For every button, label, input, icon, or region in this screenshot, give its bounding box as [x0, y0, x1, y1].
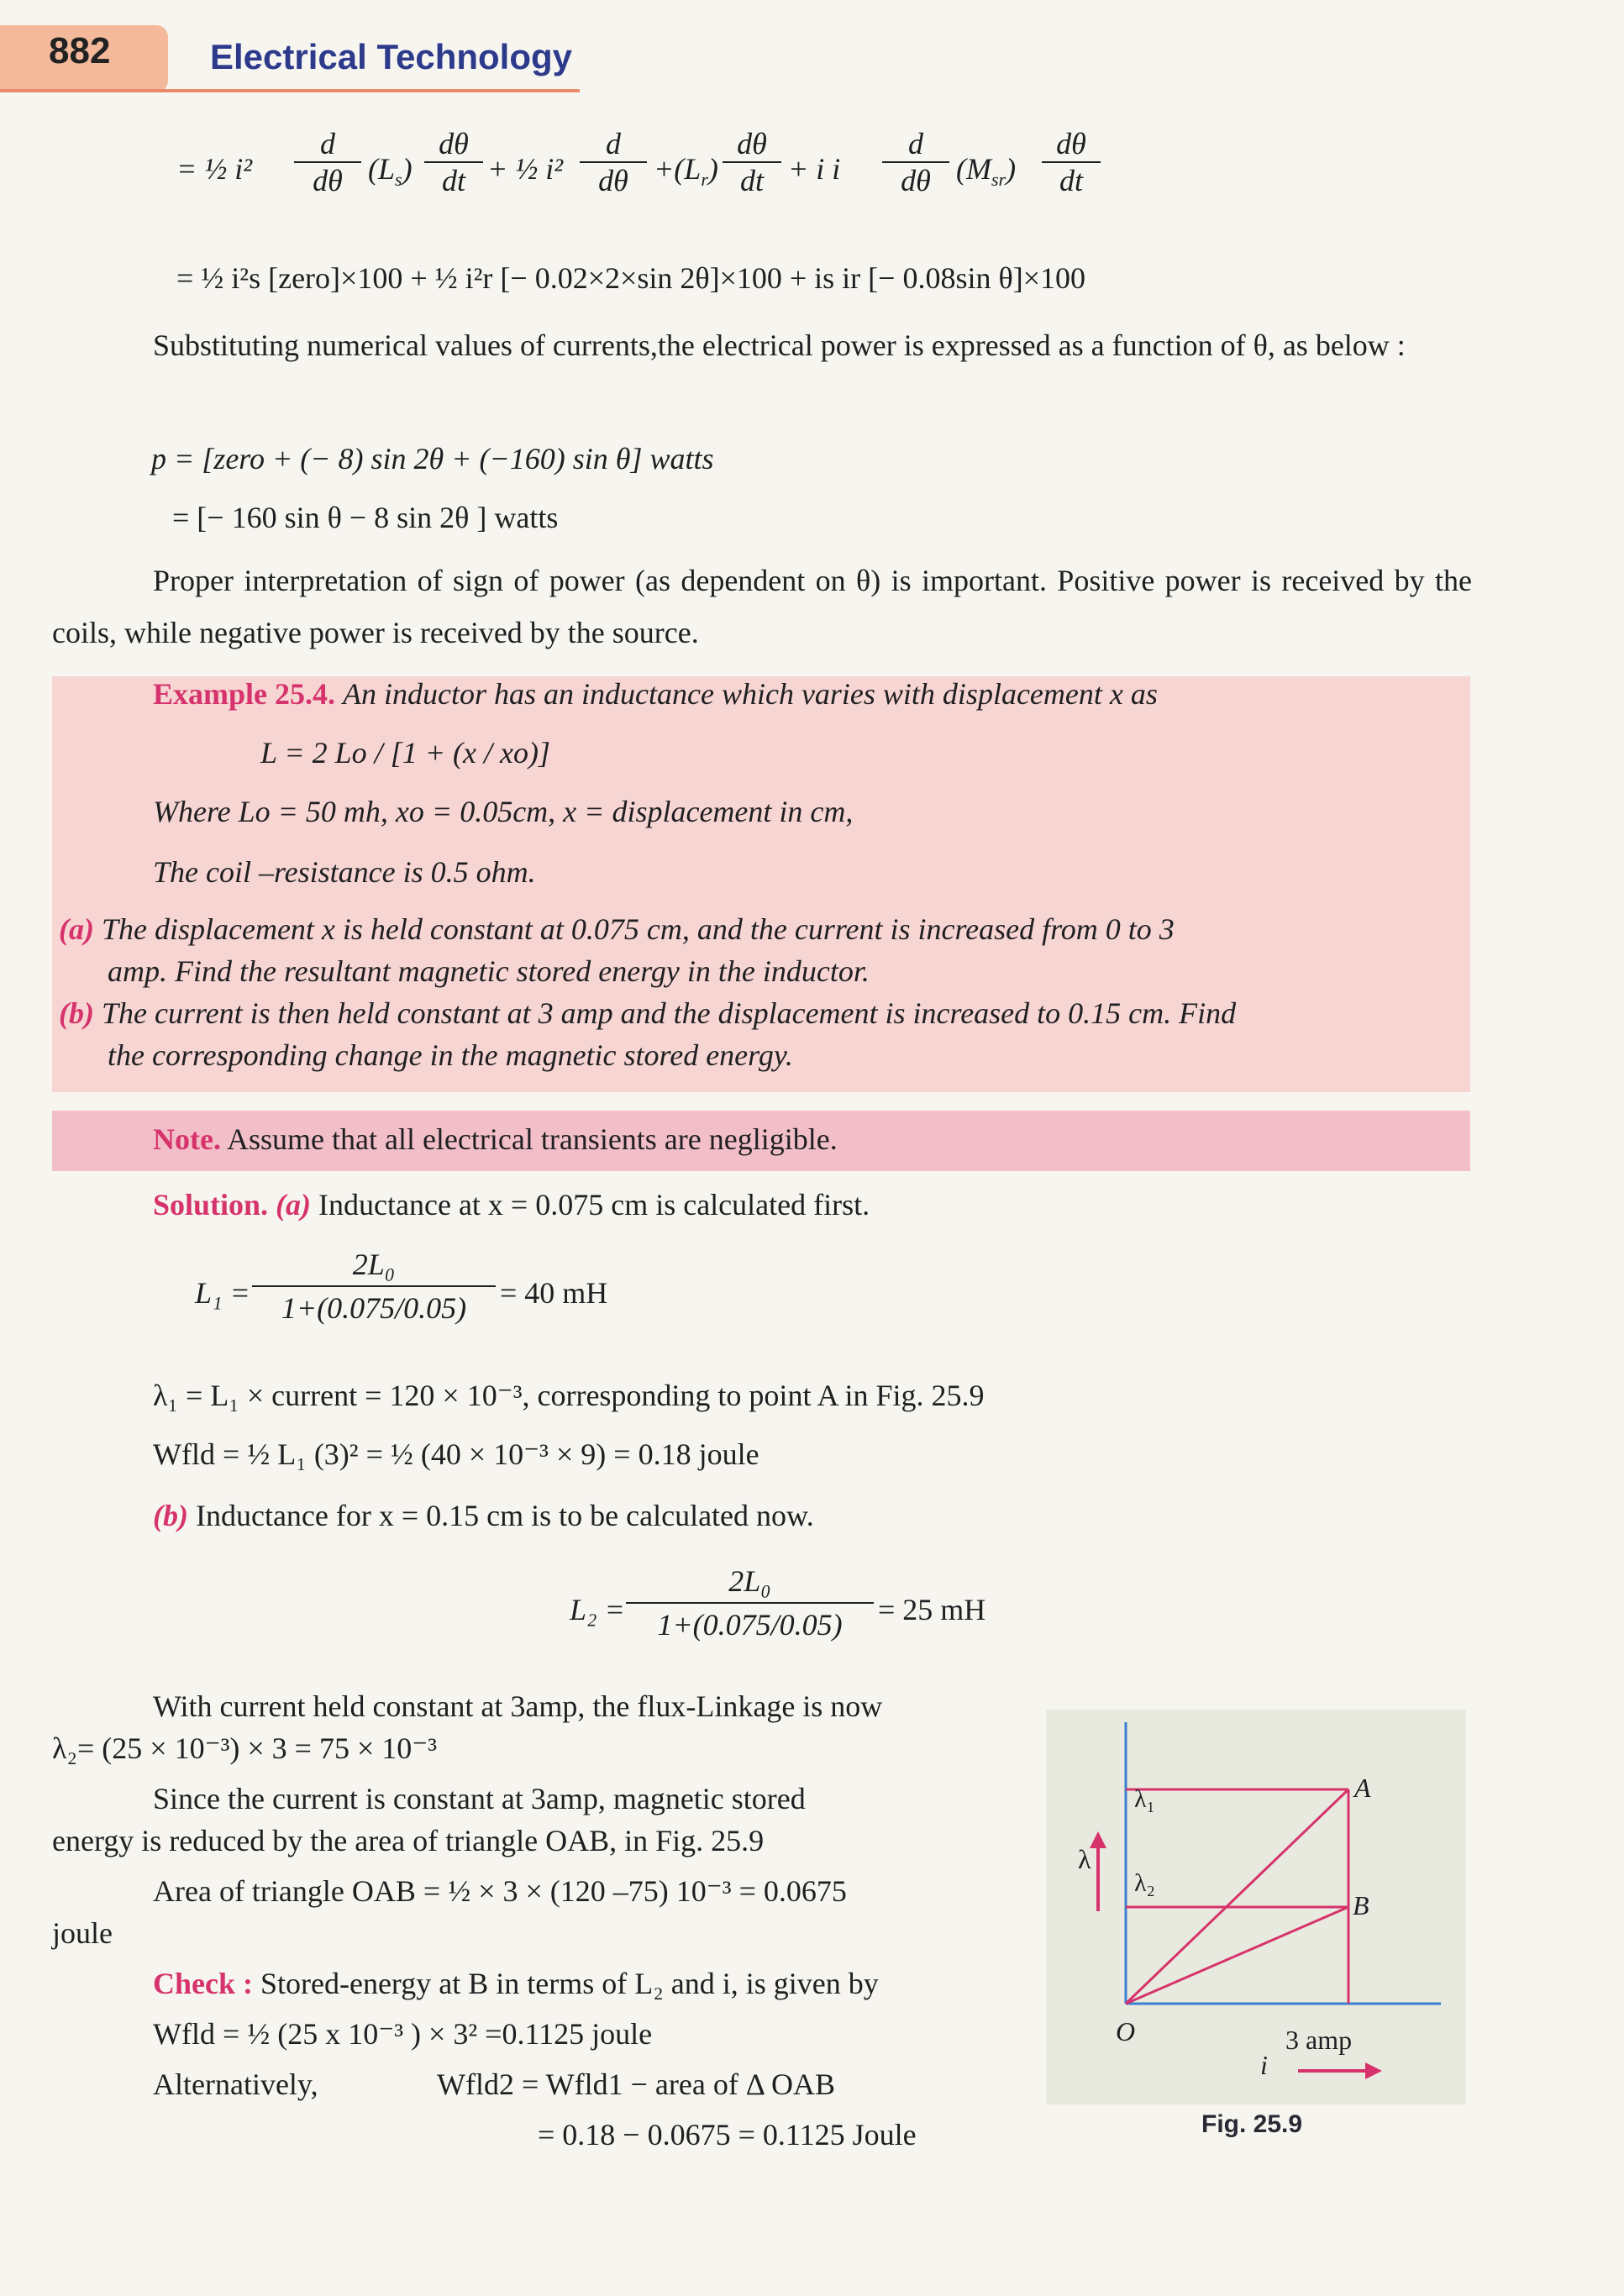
- current-arrow-head: [1365, 2062, 1382, 2079]
- flux-line-1: With current held constant at 3amp, the flux-Linkage is now: [153, 1689, 883, 1723]
- figure-caption: Fig. 25.9: [1201, 2110, 1303, 2138]
- since-line-1: Since the current is constant at 3amp, magnetic stored: [153, 1782, 806, 1815]
- solution-label: Solution.: [153, 1188, 269, 1222]
- wfld-line: Wfld = ½ L₁ (3)² = ½ (40 × 10⁻³ × 9) = 0.18 joule: [153, 1437, 759, 1471]
- L1-fraction: 2L₀ 1+(0.075/0.05): [252, 1243, 496, 1329]
- area-line-1: Area of triangle OAB = ½ × 3 × (120 –75) 10⁻³ = 0.0675: [153, 1874, 847, 1908]
- eq1-term-b: + ½ i²: [487, 152, 564, 186]
- eq1-term-a: = ½ i²: [176, 152, 253, 186]
- check-equation: Wfld = ½ (25 x 10⁻³ ) × 3² =0.1125 joule: [153, 2017, 653, 2051]
- eq1-frac-dtheta-dt-1: dθ dt: [424, 126, 483, 198]
- area-line-2: joule: [52, 1916, 113, 1950]
- paragraph-substitution: Substituting numerical values of currents,the electrical power is expressed as a function of θ, as below :: [153, 328, 1406, 362]
- equation-line-1: [176, 126, 1470, 218]
- check-line: Check : Stored-energy at B in terms of L₂ and i, is given by: [153, 1967, 879, 2000]
- figure-25-9: [1046, 1710, 1466, 2104]
- example-intro: An inductor has an inductance which varies with displacement x as: [343, 677, 1158, 711]
- paragraph-interpretation: Proper interpretation of sign of power (as dependent on θ) is important. Positive power is received by the coils, while negative power is received by the source.: [52, 564, 1472, 649]
- eq1-frac-d-dtheta-1: d dθ: [294, 126, 361, 198]
- figure-label-A: A: [1354, 1773, 1371, 1803]
- eq1-Lr: $+(L_r)$: [654, 152, 718, 191]
- power-equation-1: p = [zero + (− 8) sin 2θ + (−160) sin θ] watts: [151, 442, 714, 475]
- example-label: Example 25.4.: [153, 677, 336, 711]
- example-heading: [153, 672, 1158, 716]
- figure-label-i: i: [1260, 2050, 1268, 2080]
- example-part-b-cont: the corresponding change in the magnetic stored energy.: [108, 1038, 793, 1072]
- flux-line-2: λ₂= (25 × 10⁻³) × 3 = 75 × 10⁻³: [52, 1731, 438, 1765]
- since-line-2: energy is reduced by the area of triangle OAB, in Fig. 25.9: [52, 1824, 765, 1857]
- figure-label-B: B: [1353, 1890, 1369, 1920]
- alternatively-line: Alternatively,: [153, 2067, 318, 2101]
- lambda-arrow-head: [1090, 1831, 1106, 1848]
- figure-label-current: 3 amp: [1285, 2025, 1353, 2055]
- eq1-frac-dtheta-dt-3: dθ dt: [1042, 126, 1101, 198]
- figure-label-lambda1: λ₁: [1134, 1785, 1156, 1813]
- example-where: Where Lo = 50 mh, xo = 0.05cm, x = displacement in cm,: [153, 795, 854, 828]
- example-part-b: (b) The current is then held constant at 3 amp and the displacement is increased to 0.15 cm. Find: [59, 996, 1237, 1030]
- book-title: Electrical Technology: [210, 37, 573, 76]
- example-part-a: (a) The displacement x is held constant at 0.075 cm, and the current is increased from 0 to 3: [59, 912, 1175, 946]
- page-number: 882: [49, 30, 111, 71]
- L1-rhs: = 40 mH: [500, 1276, 608, 1310]
- lambda1-line: λ₁ = L₁ × current = 120 × 10⁻³, corresponding to point A in Fig. 25.9: [153, 1379, 985, 1412]
- alternative-equation-1: Wfld2 = Wfld1 − area of Δ OAB: [437, 2067, 835, 2101]
- note-label: Note.: [153, 1122, 221, 1156]
- figure-label-lambda: λ: [1078, 1844, 1091, 1874]
- figure-label-lambda2: λ₂: [1134, 1869, 1156, 1897]
- figure-label-O: O: [1116, 2016, 1136, 2046]
- part-b-heading: (b) Inductance for x = 0.15 cm is to be calculated now.: [153, 1499, 814, 1532]
- header-rule: [0, 89, 580, 92]
- L1-lhs: L₁ =: [195, 1276, 250, 1310]
- line-OA: [1126, 1789, 1348, 2004]
- line-OB: [1126, 1907, 1348, 2004]
- example-formula: L = 2 Lo / [1 + (x / xo)]: [260, 736, 550, 770]
- check-label: Check :: [153, 1967, 253, 2000]
- eq1-Ls: $(L_s)$: [368, 152, 413, 191]
- L2-fraction: 2L₀ 1+(0.075/0.05): [626, 1560, 874, 1646]
- eq1-frac-d-dtheta-3: d dθ: [882, 126, 949, 198]
- equation-line-2: = ½ i²s [zero]×100 + ½ i²r [− 0.02×2×sin 2θ]×100 + is ir [− 0.08sin θ]×100: [176, 261, 1086, 295]
- L2-rhs: = 25 mH: [878, 1593, 986, 1626]
- eq1-frac-d-dtheta-2: d dθ: [580, 126, 647, 198]
- eq1-Msr: $(M_{sr})$: [956, 152, 1017, 191]
- L2-lhs: L₂ =: [570, 1593, 625, 1626]
- example-part-a-cont: amp. Find the resultant magnetic stored energy in the inductor.: [108, 954, 870, 988]
- note-text: Assume that all electrical transients are negligible.: [226, 1122, 838, 1156]
- solution-heading: Solution. (a) Inductance at x = 0.075 cm is calculated first.: [153, 1188, 870, 1222]
- power-equation-2: = [− 160 sin θ − 8 sin 2θ ] watts: [172, 501, 559, 534]
- eq1-term-c: + i i: [788, 152, 841, 186]
- example-resistance: The coil –resistance is 0.5 ohm.: [153, 855, 536, 889]
- alternative-equation-2: = 0.18 − 0.0675 = 0.1125 Joule: [538, 2118, 917, 2152]
- eq1-frac-dtheta-dt-2: dθ dt: [723, 126, 781, 198]
- note-line: [153, 1117, 838, 1161]
